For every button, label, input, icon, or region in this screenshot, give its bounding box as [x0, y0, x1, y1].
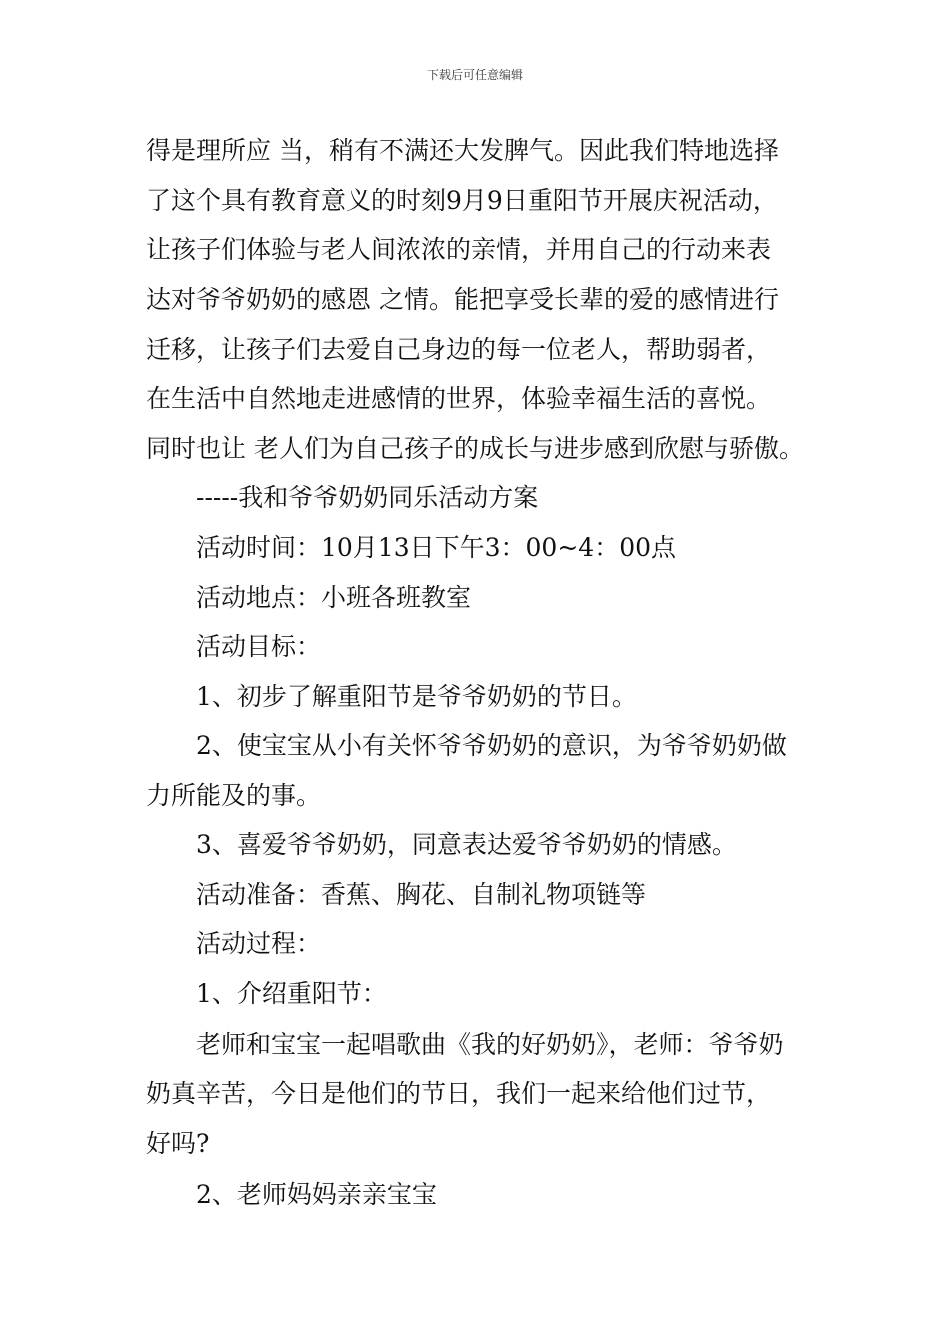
text-line: 好吗?	[146, 1129, 210, 1158]
list-item: 1、初步了解重阳节是爷爷奶奶的节日。	[196, 682, 637, 711]
text-line: 活动目标：	[196, 632, 322, 661]
text-line: 活动过程：	[196, 929, 322, 958]
text-line: 了这个具有教育意义的时刻9月9日重阳节开展庆祝活动，	[146, 186, 778, 215]
page-header: 下载后可任意编辑	[426, 68, 523, 82]
text-line: 迁移，让孩子们去爱自己身边的每一位老人，帮助弱者，	[146, 335, 772, 364]
section-title: -----我和爷爷奶奶同乐活动方案	[196, 483, 539, 512]
text-line: 老师和宝宝一起唱歌曲《我的好奶奶》，老师：爷爷奶	[196, 1030, 784, 1059]
text-line: 达对爷爷奶奶的感恩 之情。能把享受长辈的爱的感情进行	[146, 285, 779, 314]
text-line: 奶真辛苦，今日是他们的节日，我们一起来给他们过节，	[146, 1079, 772, 1108]
text-line: 活动地点：小班各班教室	[196, 583, 472, 612]
text-line: 在生活中自然地走进感情的世界，体验幸福生活的喜悦。	[146, 384, 772, 413]
list-item: 2、老师妈妈亲亲宝宝	[196, 1180, 437, 1209]
text-line: 让孩子们体验与老人间浓浓的亲情，并用自己的行动来表	[146, 235, 772, 264]
text-line: 得是理所应 当，稍有不满还大发脾气。因此我们特地选择	[146, 136, 779, 165]
list-item: 3、喜爱爷爷奶奶，同意表达爱爷爷奶奶的情感。	[196, 830, 737, 859]
list-item: 2、使宝宝从小有关怀爷爷奶奶的意识，为爷爷奶奶做	[196, 731, 787, 760]
text-line: 活动准备：香蕉、胸花、自制礼物项链等	[196, 880, 647, 909]
text-line: 活动时间：10月13日下午3：00~4：00点	[196, 533, 677, 562]
text-line: 同时也让 老人们为自己孩子的成长与进步感到欣慰与骄傲。	[146, 434, 804, 463]
list-item: 1、介绍重阳节：	[196, 979, 387, 1008]
text-line: 力所能及的事。	[146, 781, 322, 810]
